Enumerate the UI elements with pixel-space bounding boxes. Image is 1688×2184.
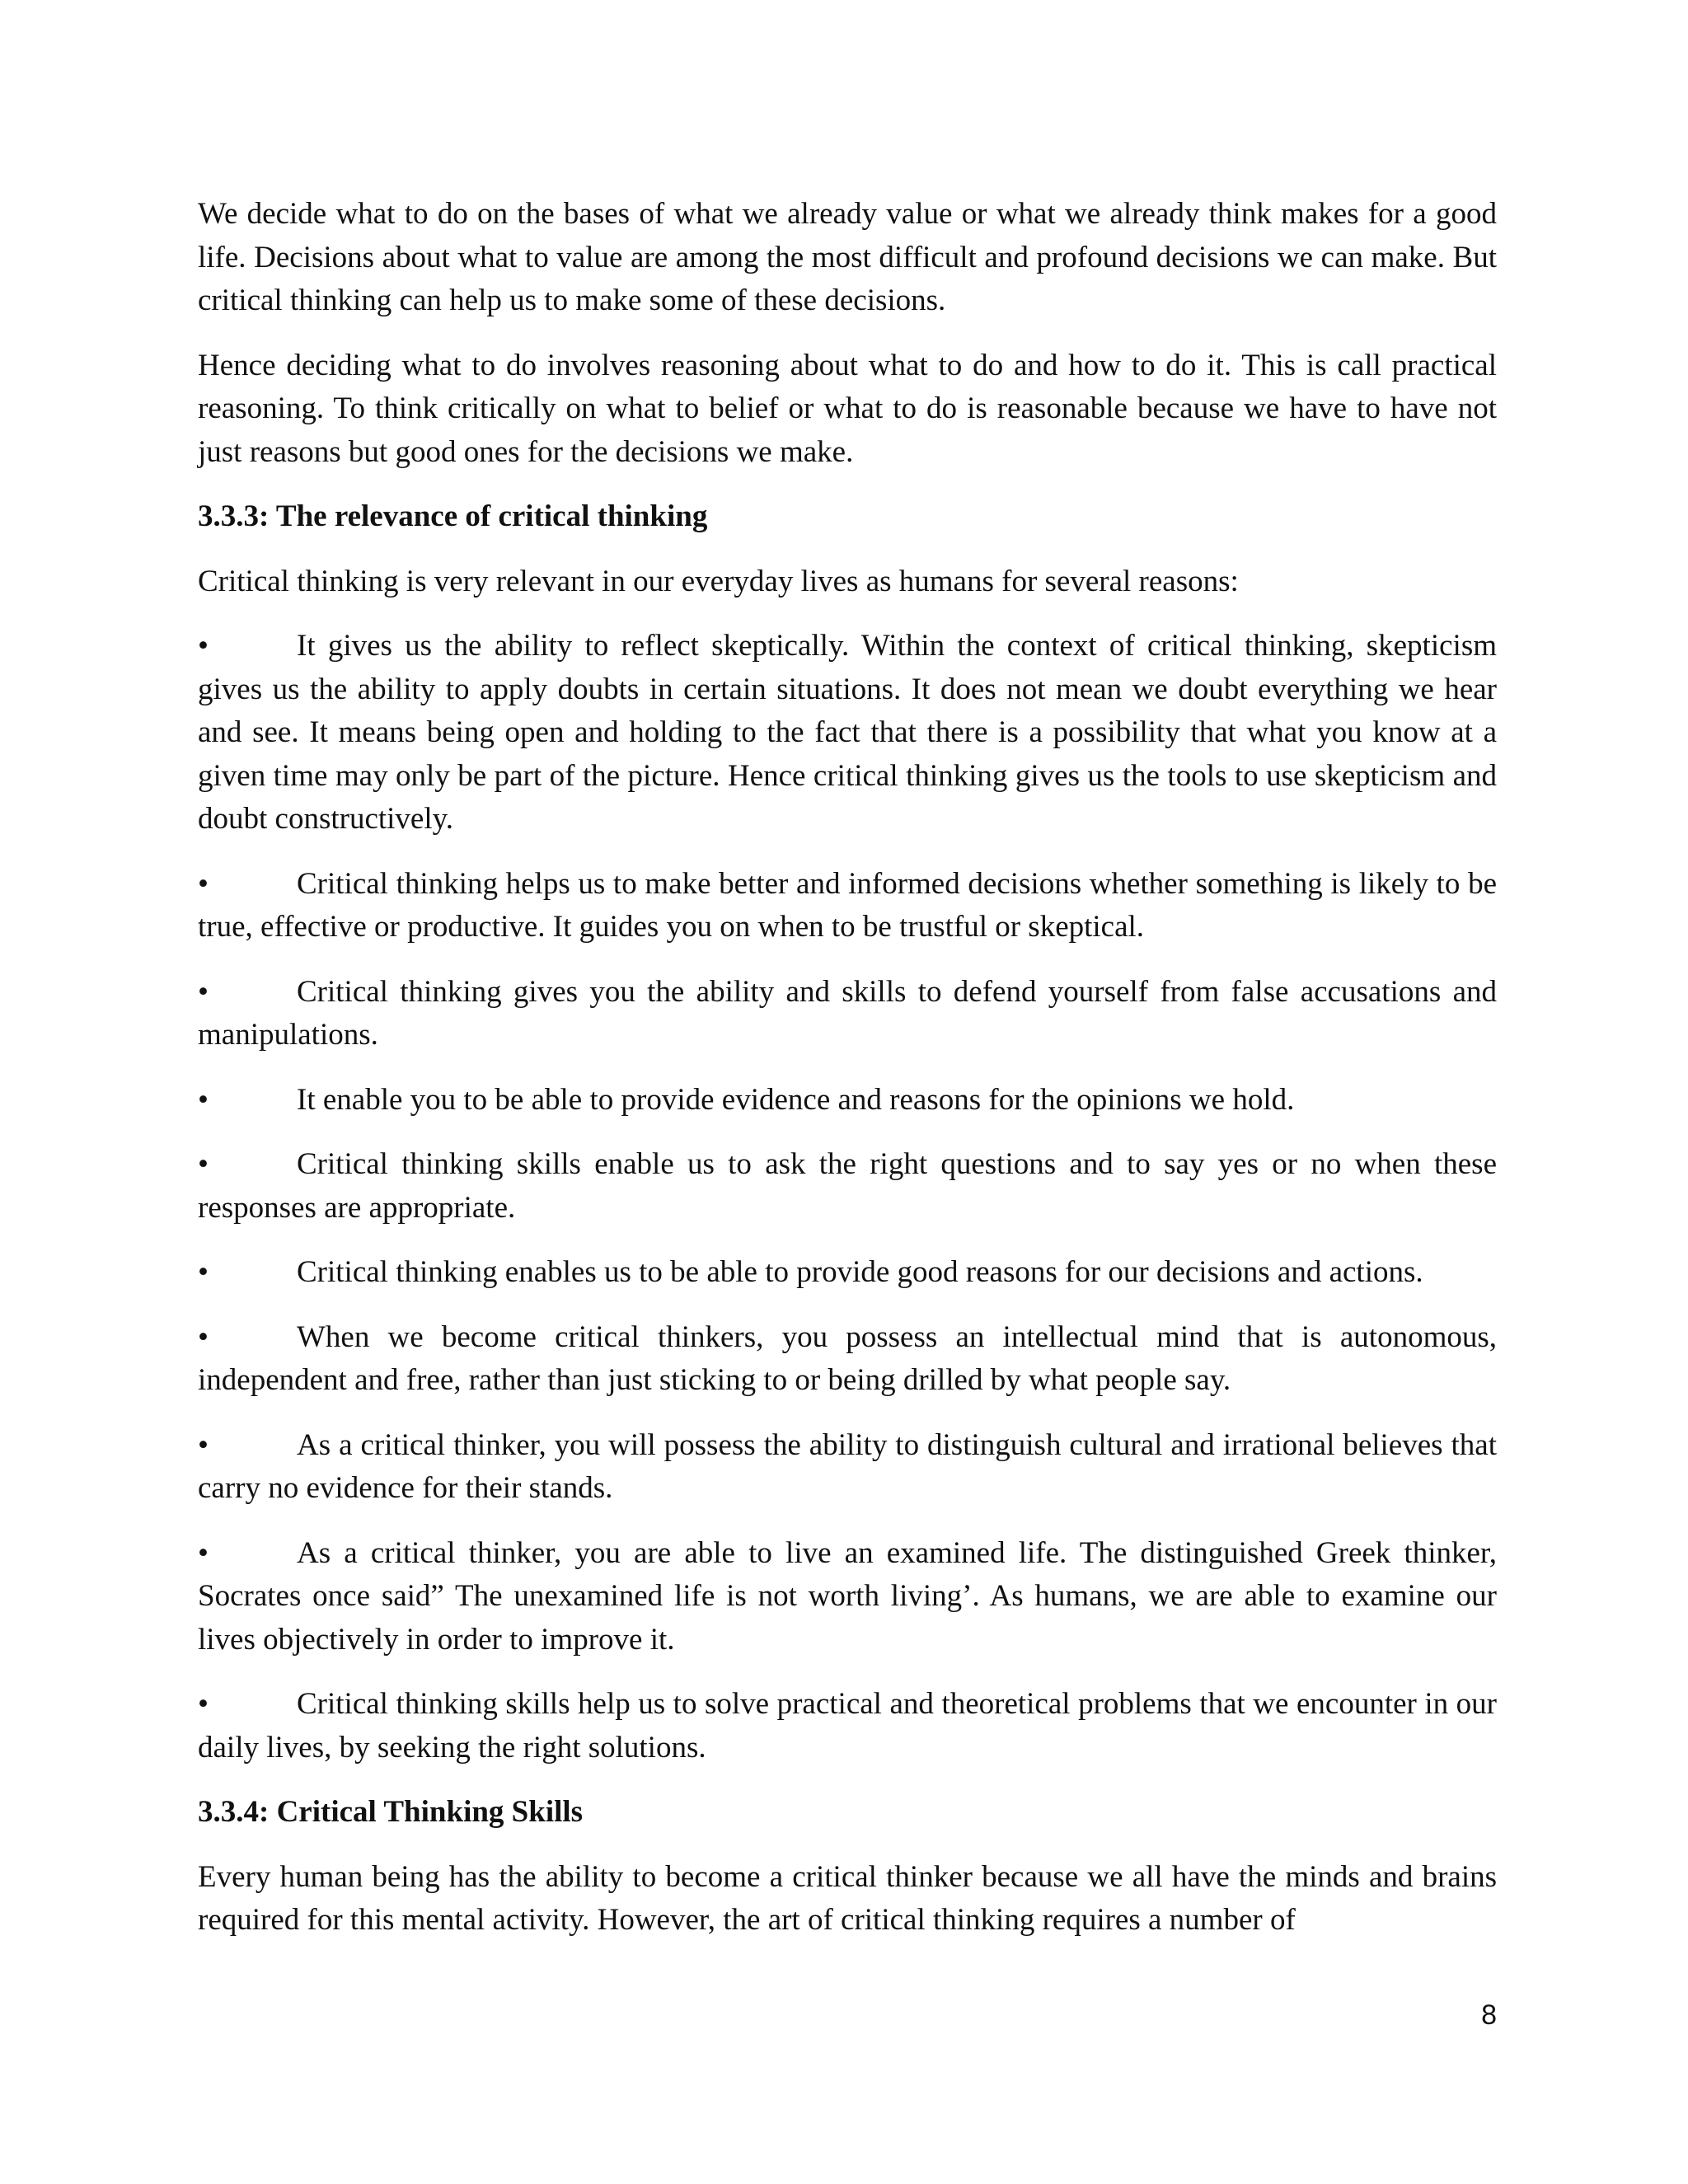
list-item xyxy=(198,1532,1497,1662)
bullet-text: It enable you to be able to provide evidence and reasons for the opinions we hold. xyxy=(297,1082,1295,1117)
list-item xyxy=(198,971,1497,1057)
bullet-marker: • xyxy=(198,866,209,901)
paragraph-values-decisions: We decide what to do on the bases of what we already value or what we already think makes for a good life. Decisions about what to value are among the most difficult and profound decisions we can make. But critical thinking can help us to make some of these decisions. xyxy=(198,197,1497,317)
relevance-bullet-list xyxy=(198,625,1497,1769)
bullet-marker: • xyxy=(198,1687,209,1721)
list-item xyxy=(198,1424,1497,1511)
bullet-text: Critical thinking enables us to be able to provide good reasons for our decisions and actions. xyxy=(297,1255,1423,1289)
list-item xyxy=(198,1143,1497,1230)
bullet-marker: • xyxy=(198,1147,209,1181)
section-heading-relevance: 3.3.3: The relevance of critical thinking xyxy=(198,499,708,533)
bullet-text: As a critical thinker, you are able to live an examined life. The distinguished Greek thinker, Socrates once said” The unexamined life is not worth living’. As humans, we are able to examine our lives objectively in order to improve it. xyxy=(198,1535,1497,1657)
page-number: 8 xyxy=(1481,1999,1497,2031)
bullet-marker: • xyxy=(198,974,209,1009)
bullet-marker: • xyxy=(198,1535,209,1570)
bullet-text: Critical thinking gives you the ability and skills to defend yourself from false accusations and manipulations. xyxy=(198,974,1497,1052)
bullet-text: It gives us the ability to reflect skeptically. Within the context of critical thinking, skepticism gives us the ability to apply doubts in certain situations. It does not mean we doubt everything we hear and see. It means being open and holding to the fact that there is a possibility that what you know at a given time may only be part of the picture. Hence critical thinking gives us the tools to use skepticism and doubt constructively. xyxy=(198,629,1497,836)
bullet-text: Critical thinking skills enable us to ask the right questions and to say yes or no when these responses are appropriate. xyxy=(198,1147,1497,1225)
section-heading-skills: 3.3.4: Critical Thinking Skills xyxy=(198,1795,584,1829)
bullet-text: As a critical thinker, you will possess the ability to distinguish cultural and irrational believes that carry no evidence for their stands. xyxy=(198,1427,1497,1505)
paragraph-practical-reasoning: Hence deciding what to do involves reasoning about what to do and how to do it. This is call practical reasoning. To think critically on what to belief or what to do is reasonable because we have to have not just reasons but good ones for the decisions we make. xyxy=(198,348,1497,469)
bullet-marker: • xyxy=(198,1427,209,1462)
bullet-text: When we become critical thinkers, you possess an intellectual mind that is autonomous, independent and free, rather than just sticking to or being drilled by what people say. xyxy=(198,1319,1497,1397)
list-item xyxy=(198,1251,1497,1295)
paragraph-skills: Every human being has the ability to become a critical thinker because we all have the minds and brains required for this mental activity. However, the art of critical thinking requires a number of xyxy=(198,1859,1497,1937)
bullet-marker: • xyxy=(198,1082,209,1117)
list-item xyxy=(198,625,1497,841)
list-item xyxy=(198,1079,1497,1122)
bullet-marker: • xyxy=(198,1255,209,1289)
list-item xyxy=(198,1316,1497,1403)
list-item xyxy=(198,1683,1497,1769)
section-intro-relevance: Critical thinking is very relevant in our everyday lives as humans for several reasons: xyxy=(198,564,1239,598)
bullet-text: Critical thinking skills help us to solve practical and theoretical problems that we encounter in our daily lives, by seeking the right solutions. xyxy=(198,1687,1497,1765)
bullet-marker: • xyxy=(198,1319,209,1354)
bullet-text: Critical thinking helps us to make better and informed decisions whether something is likely to be true, effective or productive. It guides you on when to be trustful or skeptical. xyxy=(198,866,1497,944)
list-item xyxy=(198,863,1497,949)
document-page xyxy=(198,193,1497,1964)
bullet-marker: • xyxy=(198,629,209,663)
